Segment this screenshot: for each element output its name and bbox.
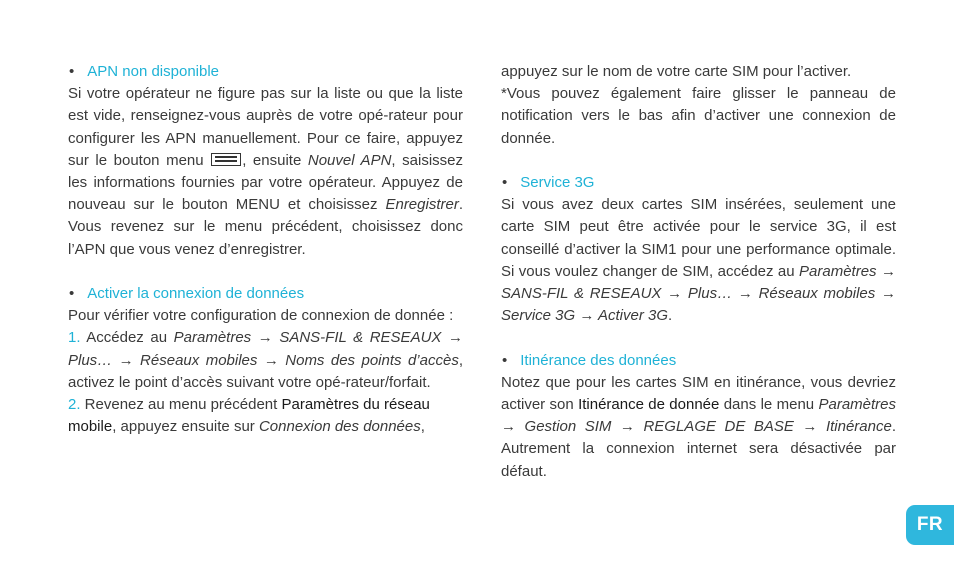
service-3g-paragraph	[501, 194, 896, 327]
roam-text-3: . Autrement la connexion internet sera désactivée par défaut.	[501, 418, 896, 480]
roam-text-1: Notez que pour les cartes SIM en itinérance, vous devriez activer son	[501, 373, 896, 414]
step-2-number: 2.	[68, 396, 81, 414]
data-intro: Pour vérifier votre configuration de connexion de donnée :	[68, 307, 454, 325]
step-2-italic: Connexion des données	[258, 418, 421, 436]
roam-bold: Itinérance de donnée	[578, 396, 720, 414]
g3-text-1: Si vous avez deux cartes SIM insérées, seulement une carte SIM peut être activée pour le service 3G, il est conseillé d’activer la SIM1 pour une performance optimale. Si vous voulez changer de SIM, accédez au	[501, 196, 896, 280]
roaming-paragraph	[501, 372, 896, 483]
service-3g-title: Service 3G	[520, 174, 595, 191]
bullet-icon: •	[502, 351, 508, 369]
apn-text-2: , ensuite	[242, 151, 308, 169]
continuation-2: *Vous pouvez également faire glisser le panneau de notification vers le bas afin d’activer une connexion de donnée.	[501, 85, 896, 147]
g3-text-2: .	[668, 307, 673, 325]
bullet-icon: •	[502, 174, 508, 191]
language-label: FR	[916, 514, 944, 535]
data-step-2	[68, 394, 463, 438]
data-title: Activer la connexion de données	[87, 285, 305, 303]
step-2-bold: Paramètres du réseau mobile	[68, 396, 430, 436]
g3-path: Paramètres → SANS-FIL & RESEAUX → Plus… → Réseaux mobiles → Service 3G → Activer 3G	[501, 262, 896, 325]
step-2-text-2: , appuyez ensuite sur	[112, 418, 259, 436]
apn-nouvel-apn: Nouvel APN	[307, 151, 392, 169]
roam-text-2: dans le menu	[719, 396, 819, 414]
service-3g-heading	[501, 172, 896, 194]
left-column	[68, 61, 463, 438]
continuation-1: appuyez sur le nom de votre carte SIM pour l’activer.	[501, 63, 852, 80]
roam-path: Paramètres → Gestion SIM → REGLAGE DE BASE → Itinérance	[501, 396, 897, 436]
step-1-text-1: Accédez au	[80, 329, 174, 347]
data-step-1	[68, 327, 463, 394]
apn-enregistrer: Enregistrer	[385, 196, 459, 214]
step-2-text-3: ,	[420, 418, 425, 436]
step-1-path: Paramètres → SANS-FIL & RESEAUX → Plus… → Réseaux mobiles → Noms des points d’accès	[68, 329, 463, 369]
apn-heading	[68, 61, 463, 83]
apn-text-3: , saisissez les informations fournies par votre opérateur. Appuyez de nouveau sur le bouton MENU et choisissez	[68, 151, 463, 214]
menu-icon	[211, 153, 241, 166]
step-1-text-2: , activez le point d’accès suivant votre opé-rateur/forfait.	[68, 351, 463, 391]
language-tab	[906, 505, 954, 545]
roaming-heading	[501, 350, 896, 372]
step-2-text-1: Revenez au menu précédent	[80, 396, 282, 414]
step-1-number: 1.	[68, 329, 81, 347]
apn-text-1: Si votre opérateur ne figure pas sur la liste ou que la liste est vide, renseignez-vous auprès de votre opé-rateur pour configurer les APN manuellement. Pour ce faire, appuyez sur le bouton menu	[68, 85, 463, 169]
apn-title: APN non disponible	[87, 63, 220, 80]
roaming-title: Itinérance des données	[520, 351, 677, 369]
bullet-icon: •	[69, 285, 75, 303]
apn-text-4: . Vous revenez sur le menu précédent, choisissez donc l’APN que vous venez d’enregistrer.	[68, 196, 463, 258]
bullet-icon: •	[69, 63, 75, 80]
apn-paragraph	[68, 83, 463, 261]
right-column	[501, 61, 896, 483]
data-heading	[68, 283, 463, 305]
